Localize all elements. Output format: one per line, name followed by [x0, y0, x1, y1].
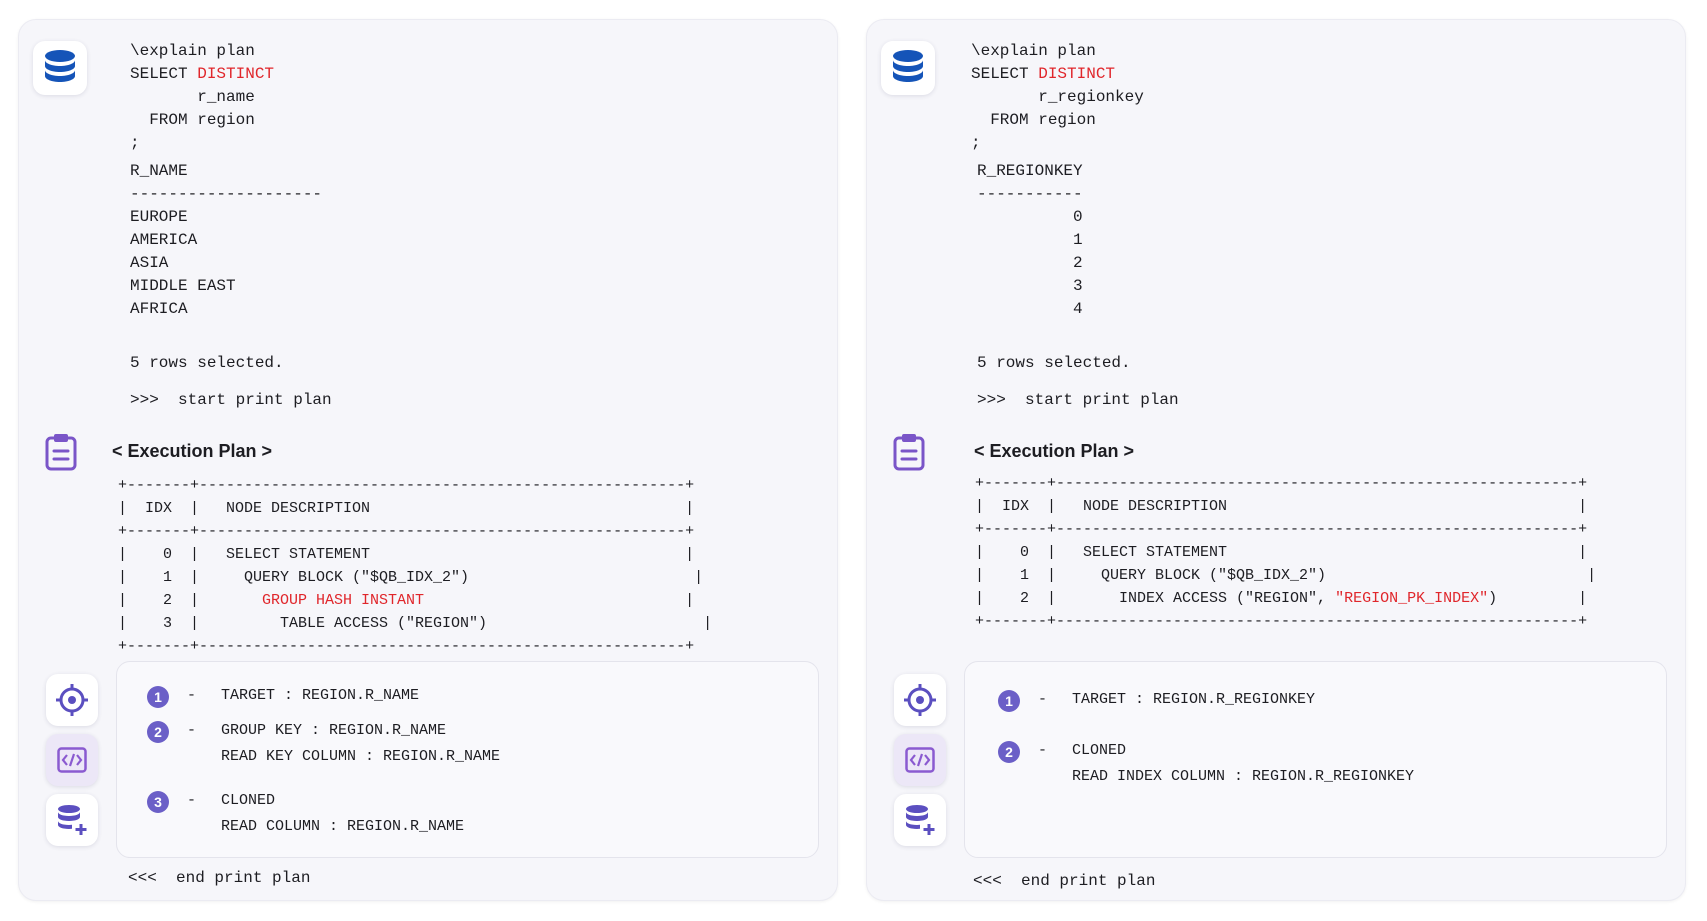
plan-row: | 2 | GROUP HASH INSTANT | [118, 592, 695, 609]
note-text: GROUP KEY : REGION.R_NAME [221, 722, 447, 739]
plan-row: | 1 | QUERY BLOCK ("$QB_IDX_2") | [118, 569, 704, 586]
crosshair-icon[interactable] [894, 674, 946, 726]
plan-table-border: +-------+----------------------------------------------------------+ [975, 521, 1588, 538]
result-row: 4 [1073, 300, 1083, 318]
explain-panel-right [866, 19, 1686, 901]
result-row: 1 [1073, 231, 1083, 249]
rows-selected-text: 5 rows selected. [977, 354, 1131, 372]
plan-table-header: | IDX | NODE DESCRIPTION | [118, 500, 695, 517]
note-dash: - [187, 687, 197, 704]
note-number-badge: 2 [998, 741, 1020, 763]
database-icon [881, 41, 935, 95]
execution-plan-title: < Execution Plan > [112, 441, 273, 461]
plan-table-border: +-------+----------------------------------------------------------+ [975, 613, 1588, 630]
plan-row: | 2 | INDEX ACCESS ("REGION", "REGION_PK_INDEX") | [975, 590, 1588, 607]
note-text: CLONED [1072, 742, 1127, 759]
plan-row: | 1 | QUERY BLOCK ("$QB_IDX_2") | [975, 567, 1597, 584]
plan-table [118, 474, 712, 658]
result-separator: -------------------- [130, 185, 323, 203]
rows-selected-text: 5 rows selected. [130, 354, 284, 372]
execution-plan-title: < Execution Plan > [974, 441, 1135, 461]
code-icon[interactable] [894, 734, 946, 786]
sql-from-line: FROM region [149, 111, 255, 129]
sql-select-keyword: SELECT [130, 65, 198, 83]
plan-row: | 0 | SELECT STATEMENT | [118, 546, 695, 563]
sql-terminator: ; [130, 134, 140, 152]
note-dash: - [187, 722, 197, 739]
result-row: MIDDLE EAST [130, 277, 236, 295]
note-number-badge: 1 [147, 686, 169, 708]
database-add-icon[interactable] [46, 794, 98, 846]
sql-query [971, 40, 1144, 155]
plan-notes [964, 661, 1667, 858]
sql-distinct-keyword: DISTINCT [197, 65, 275, 83]
result-separator: ----------- [977, 185, 1083, 203]
end-print-plan: <<< end print plan [128, 869, 311, 887]
result-header: R_REGIONKEY [977, 162, 1083, 180]
clipboard-icon [893, 433, 925, 476]
sql-column: r_name [197, 88, 255, 106]
plan-table-border: +-------+----------------------------------------------------------+ [975, 475, 1588, 492]
note-number-badge: 1 [998, 690, 1020, 712]
plan-highlight: GROUP HASH INSTANT [262, 592, 425, 609]
result-row: AMERICA [130, 231, 198, 249]
plan-row: | 3 | TABLE ACCESS ("REGION") | [118, 615, 713, 632]
plan-table-border: +-------+------------------------------------------------------+ [118, 638, 695, 655]
result-row: 3 [1073, 277, 1083, 295]
start-print-plan: >>> start print plan [977, 391, 1179, 409]
plan-row: | 0 | SELECT STATEMENT | [975, 544, 1588, 561]
note-text: READ COLUMN : REGION.R_NAME [221, 818, 465, 835]
note-number-badge: 3 [147, 791, 169, 813]
plan-highlight: "REGION_PK_INDEX" [1335, 590, 1489, 607]
plan-table-header: | IDX | NODE DESCRIPTION | [975, 498, 1588, 515]
sql-column: r_regionkey [1038, 88, 1144, 106]
result-row: AFRICA [130, 300, 188, 318]
sql-line-explain: \explain plan [971, 42, 1096, 60]
note-text: TARGET : REGION.R_REGIONKEY [1072, 691, 1316, 708]
start-print-plan: >>> start print plan [130, 391, 332, 409]
sql-line-explain: \explain plan [130, 42, 255, 60]
result-header: R_NAME [130, 162, 188, 180]
note-dash: - [1038, 742, 1048, 759]
note-text: READ KEY COLUMN : REGION.R_NAME [221, 748, 501, 765]
code-icon[interactable] [46, 734, 98, 786]
sql-distinct-keyword: DISTINCT [1038, 65, 1116, 83]
result-row: EUROPE [130, 208, 188, 226]
note-number-badge: 2 [147, 721, 169, 743]
end-print-plan: <<< end print plan [973, 872, 1156, 890]
result-row: 0 [1073, 208, 1083, 226]
note-text: CLONED [221, 792, 276, 809]
note-dash: - [187, 792, 197, 809]
note-text: TARGET : REGION.R_NAME [221, 687, 420, 704]
sql-select-keyword: SELECT [971, 65, 1039, 83]
plan-notes [116, 661, 819, 858]
explain-panel-left [18, 19, 838, 901]
database-add-icon[interactable] [894, 794, 946, 846]
sql-query [130, 40, 274, 155]
plan-table-border: +-------+------------------------------------------------------+ [118, 477, 695, 494]
sql-terminator: ; [971, 134, 981, 152]
sql-from-line: FROM region [990, 111, 1096, 129]
note-dash: - [1038, 691, 1048, 708]
result-set [130, 160, 322, 321]
result-row: ASIA [130, 254, 169, 272]
note-text: READ INDEX COLUMN : REGION.R_REGIONKEY [1072, 768, 1415, 785]
result-set [977, 160, 1083, 321]
clipboard-icon [45, 433, 77, 476]
result-row: 2 [1073, 254, 1083, 272]
plan-table-border: +-------+------------------------------------------------------+ [118, 523, 695, 540]
plan-table [975, 472, 1596, 633]
crosshair-icon[interactable] [46, 674, 98, 726]
database-icon [33, 41, 87, 95]
